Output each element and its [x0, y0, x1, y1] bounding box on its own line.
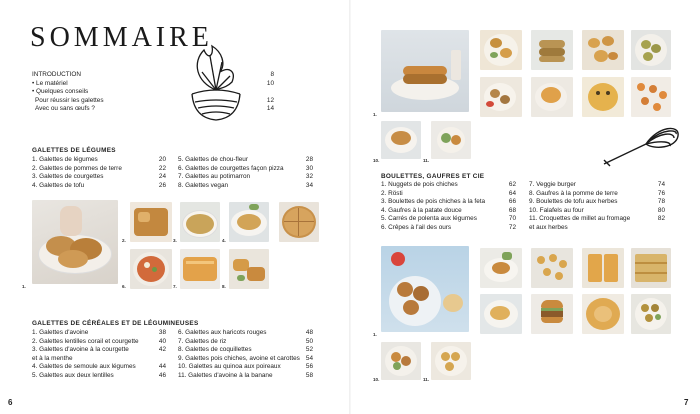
toc-entry[interactable]: 3. Galettes d'avoine à la courgette 42 [32, 346, 166, 354]
toc-entry[interactable]: 8. Galettes de coquillettes 52 [178, 346, 313, 354]
toc-entry[interactable]: 4. Galettes de tofu 26 [32, 181, 166, 189]
toc-entry[interactable]: 10. Falafels au four 80 [529, 206, 665, 214]
toc-entry[interactable]: 5. Carrés de polenta aux légumes 70 [381, 215, 516, 223]
section3-col2 [529, 181, 665, 233]
page-title: SOMMAIRE [30, 22, 213, 53]
toc-entry[interactable]: 7. Galettes de riz 50 [178, 337, 313, 345]
photo-number: 8. [222, 284, 226, 289]
recipe-photo[interactable] [531, 30, 573, 70]
recipe-photo[interactable] [229, 202, 269, 242]
recipe-photo[interactable] [381, 246, 469, 332]
recipe-photo[interactable] [582, 248, 624, 288]
recipe-photo[interactable] [531, 77, 573, 117]
toc-entry[interactable]: 1. Galettes d'avoine 38 [32, 329, 166, 336]
toc-entry[interactable]: 5. Galettes de chou-fleur 28 [178, 156, 313, 163]
recipe-photo[interactable] [480, 248, 522, 288]
toc-entry[interactable]: 7. Galettes au potimarron 32 [178, 173, 313, 181]
page-number-right: 7 [684, 398, 689, 407]
recipe-photo[interactable] [431, 342, 471, 380]
section1-col1 [32, 156, 166, 190]
whisk-illustration [600, 118, 684, 170]
toc-entry[interactable]: • Le matériel 10 [32, 79, 274, 87]
recipe-photo[interactable] [531, 248, 573, 288]
recipe-photo[interactable] [631, 294, 671, 334]
recipe-photo[interactable] [582, 77, 624, 117]
toc-entry[interactable]: 2. Galettes de pommes de terre 22 [32, 164, 166, 172]
recipe-photo[interactable] [130, 202, 172, 242]
toc-entry[interactable]: 2. Rösti 64 [381, 189, 516, 197]
recipe-photo[interactable] [180, 249, 220, 289]
toc-entry[interactable]: 9. Boulettes de tofu aux herbes 78 [529, 198, 665, 206]
toc-entry[interactable]: 11. Croquettes de millet au fromage 82 [529, 215, 665, 223]
photo-number: 11. [423, 158, 430, 163]
recipe-photo[interactable] [381, 121, 421, 159]
section2-col2 [178, 329, 313, 381]
section-title-cereales: GALETTES DE CÉRÉALES ET DE LÉGUMINEUSES [32, 320, 199, 327]
recipe-photo[interactable] [32, 200, 118, 284]
photo-number: 10. [373, 158, 380, 163]
recipe-photo[interactable] [582, 30, 624, 70]
toc-entry[interactable]: 8. Galettes vegan 34 [178, 181, 313, 189]
toc-entry[interactable]: 4. Gaufres à la patate douce 68 [381, 206, 516, 214]
recipe-photo[interactable] [582, 294, 624, 334]
photo-number: 7. [173, 284, 177, 289]
book-gutter [349, 0, 351, 414]
toc-entry: et à la menthe [32, 354, 73, 362]
toc-entry[interactable]: Pour réussir les galettes 12 [35, 96, 274, 104]
recipe-photo[interactable] [480, 77, 522, 117]
recipe-photo[interactable] [279, 202, 319, 242]
recipe-photo[interactable] [480, 30, 522, 70]
recipe-photo[interactable] [180, 202, 220, 242]
toc-entry[interactable]: 8. Gaufres à la pomme de terre 76 [529, 189, 665, 197]
recipe-photo[interactable] [631, 248, 671, 288]
recipe-photo[interactable] [229, 249, 269, 289]
toc-entry[interactable]: 6. Crêpes à l'ail des ours 72 [381, 223, 516, 231]
toc-entry[interactable]: 7. Veggie burger 74 [529, 181, 665, 188]
toc-entry: et aux herbes [529, 223, 568, 231]
toc-entry[interactable]: 4. Galettes de semoule aux légumes 44 [32, 363, 166, 371]
page-number-left: 6 [8, 398, 13, 407]
section2-col1 [32, 329, 166, 381]
recipe-photo[interactable] [531, 294, 573, 334]
toc-entry[interactable]: 6. Galettes aux haricots rouges 48 [178, 329, 313, 336]
photo-number: 6. [122, 284, 126, 289]
photo-number: 4. [222, 238, 226, 243]
toc-entry[interactable]: 3. Boulettes de pois chiches à la feta 66 [381, 198, 516, 206]
toc-entry[interactable]: 11. Galettes d'avoine à la banane 58 [178, 371, 313, 379]
photo-number: 10. [373, 377, 380, 382]
intro-list [32, 71, 274, 114]
recipe-photo[interactable] [130, 249, 172, 289]
photo-number: 2. [122, 238, 126, 243]
toc-entry[interactable]: 1. Nuggets de pois chiches 62 [381, 181, 516, 188]
recipe-photo[interactable] [480, 294, 522, 334]
photo-number: 3. [173, 238, 177, 243]
photo-number: 1. [373, 332, 377, 337]
toc-entry[interactable]: 2. Galettes lentilles corail et courgette 40 [32, 337, 166, 345]
toc-entry[interactable]: 1. Galettes de légumes 20 [32, 156, 166, 163]
toc-entry[interactable]: 6. Galettes de courgettes façon pizza 30 [178, 164, 313, 172]
photo-number: 11. [423, 377, 430, 382]
recipe-photo[interactable] [631, 77, 671, 117]
recipe-photo[interactable] [431, 121, 471, 159]
toc-entry[interactable]: 3. Galettes de courgettes 24 [32, 173, 166, 181]
section-title-boulettes: BOULETTES, GAUFRES ET CIE [381, 173, 485, 180]
photo-number: 1. [22, 284, 26, 289]
section3-col1 [381, 181, 516, 233]
toc-entry[interactable]: 9. Galettes pois chiches, avoine et carottes 54 [178, 354, 313, 362]
section1-col2 [178, 156, 313, 190]
section-title-legumes: GALETTES DE LÉGUMES [32, 147, 116, 154]
photo-number: 1. [373, 112, 377, 117]
toc-entry[interactable]: 5. Galettes aux deux lentilles 46 [32, 371, 166, 379]
toc-entry[interactable]: 10. Galettes au quinoa aux poireaux 56 [178, 363, 313, 371]
toc-entry: • Quelques conseils [32, 88, 89, 96]
recipe-photo[interactable] [381, 30, 469, 112]
recipe-photo[interactable] [381, 342, 421, 380]
toc-entry[interactable]: Avec ou sans œufs ? 14 [35, 105, 274, 113]
recipe-photo[interactable] [631, 30, 671, 70]
toc-entry[interactable]: INTRODUCTION 8 [32, 71, 274, 78]
